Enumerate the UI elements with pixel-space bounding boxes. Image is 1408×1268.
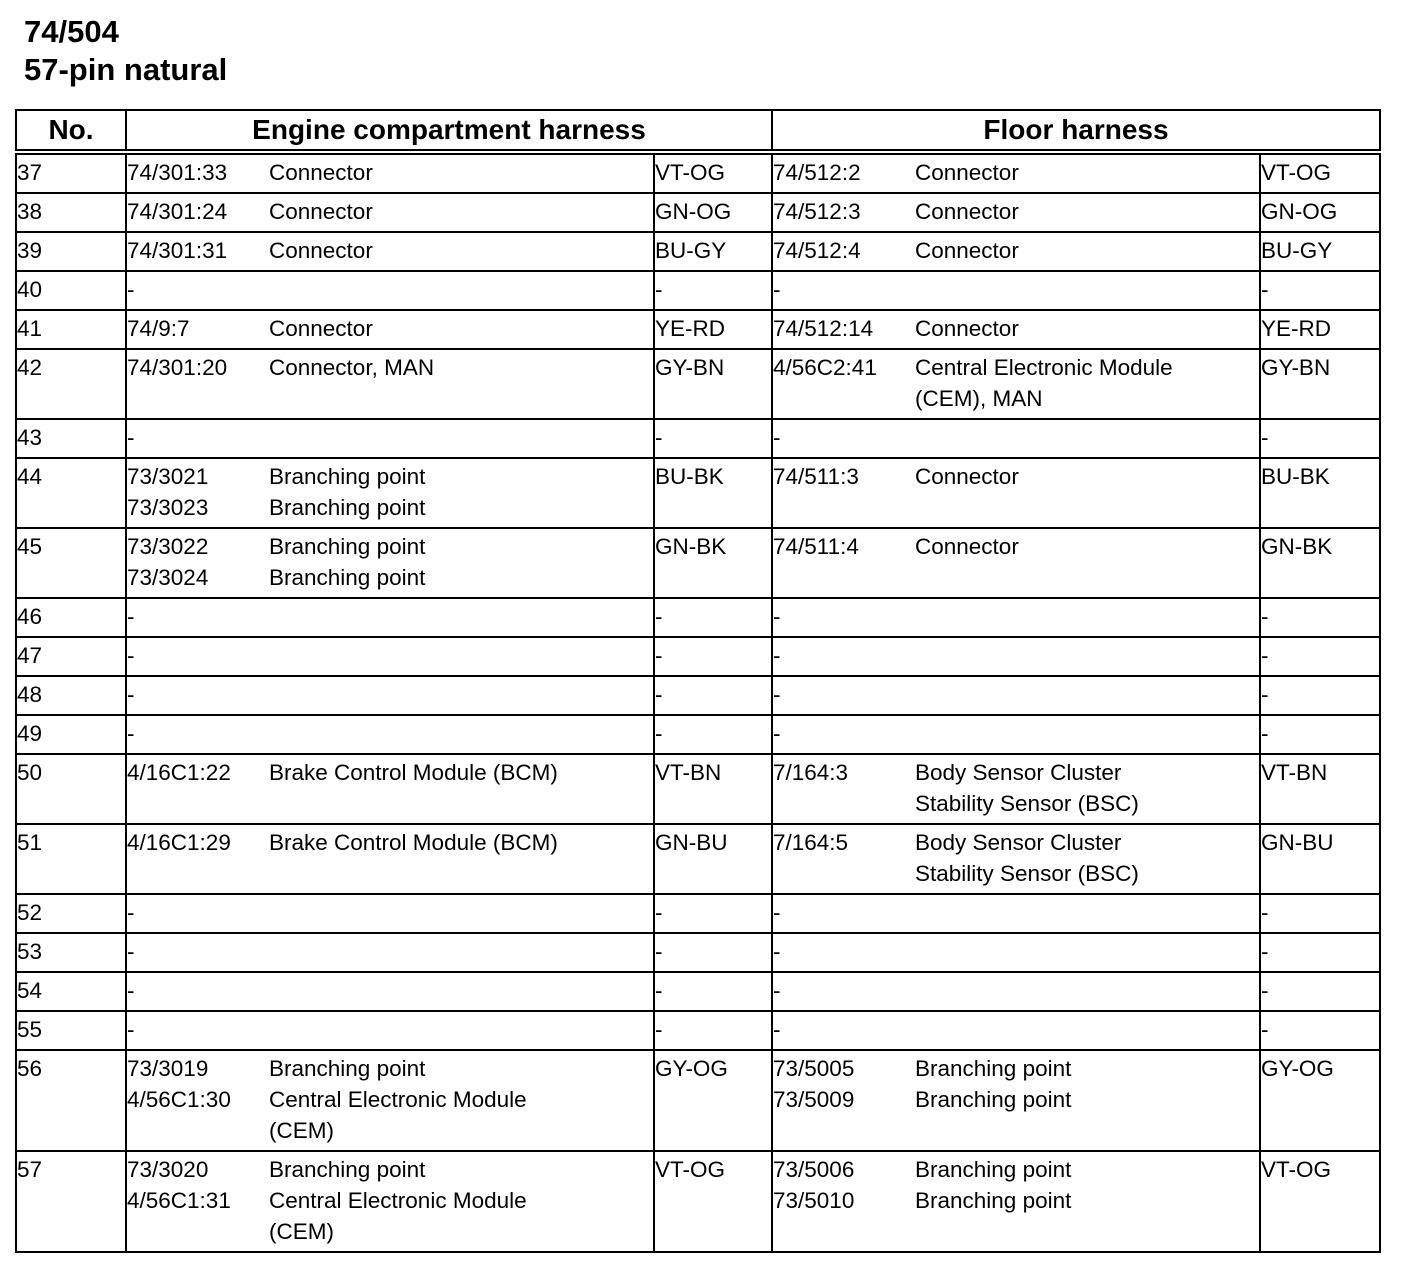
table-row — [16, 933, 1380, 972]
pin-number: 47 — [16, 637, 126, 676]
table-row — [16, 754, 1380, 824]
entry-line — [773, 383, 1259, 414]
component-description: (CEM) — [269, 1118, 334, 1143]
pin-number: 45 — [16, 528, 126, 598]
floor-harness-entry — [772, 458, 1260, 528]
engine-wire-color: - — [654, 1011, 772, 1050]
component-description: Branching point — [269, 565, 426, 590]
component-description: Branching point — [269, 495, 426, 520]
table-row — [16, 271, 1380, 310]
entry-line — [127, 1014, 653, 1045]
entry-line — [127, 601, 653, 632]
component-code: - — [127, 978, 135, 1003]
pin-number: 40 — [16, 271, 126, 310]
engine-harness-entry — [126, 232, 654, 271]
engine-harness-entry — [126, 1151, 654, 1252]
component-description — [915, 897, 1259, 928]
entry-line — [127, 461, 653, 492]
component-description: (CEM) — [269, 1219, 334, 1244]
component-description — [269, 422, 653, 453]
header-no: No. — [16, 110, 126, 152]
component-code: 73/3024 — [127, 565, 209, 590]
floor-wire-color: BU-BK — [1260, 458, 1380, 528]
table-row — [16, 1050, 1380, 1151]
engine-wire-color: VT-OG — [654, 1151, 772, 1252]
engine-wire-color: GN-BU — [654, 824, 772, 894]
floor-wire-color: VT-OG — [1260, 1151, 1380, 1252]
engine-harness-entry — [126, 349, 654, 419]
component-code: - — [127, 939, 135, 964]
floor-harness-entry — [772, 193, 1260, 232]
component-description: Connector — [915, 199, 1019, 224]
floor-harness-entry — [772, 232, 1260, 271]
floor-wire-color: - — [1260, 933, 1380, 972]
component-description: Branching point — [269, 534, 426, 559]
floor-wire-color: BU-GY — [1260, 232, 1380, 271]
floor-wire-color: YE-RD — [1260, 310, 1380, 349]
component-code: 74/512:2 — [773, 160, 861, 185]
entry-line — [127, 313, 653, 344]
engine-wire-color: - — [654, 972, 772, 1011]
entry-line — [773, 196, 1259, 227]
engine-harness-entry — [126, 310, 654, 349]
entry-line — [773, 1014, 1259, 1045]
engine-harness-entry — [126, 972, 654, 1011]
component-code: 74/9:7 — [127, 316, 190, 341]
engine-wire-color: - — [654, 676, 772, 715]
engine-harness-entry — [126, 271, 654, 310]
component-code: 74/512:4 — [773, 238, 861, 263]
component-code: - — [127, 425, 135, 450]
entry-line — [127, 352, 653, 383]
component-code: 74/512:3 — [773, 199, 861, 224]
component-description: Connector — [915, 238, 1019, 263]
component-description — [915, 601, 1259, 632]
table-row — [16, 1151, 1380, 1252]
component-code: 74/301:31 — [127, 238, 228, 263]
table-row — [16, 715, 1380, 754]
component-code: 74/301:20 — [127, 355, 228, 380]
component-description — [915, 640, 1259, 671]
entry-line — [773, 788, 1259, 819]
component-description — [269, 1014, 653, 1045]
component-description: Connector — [915, 316, 1019, 341]
engine-wire-color: BU-GY — [654, 232, 772, 271]
entry-line — [773, 1154, 1259, 1185]
floor-harness-entry — [772, 933, 1260, 972]
component-description: Stability Sensor (BSC) — [915, 861, 1139, 886]
component-description: Connector — [269, 316, 373, 341]
engine-wire-color: - — [654, 933, 772, 972]
floor-harness-entry — [772, 349, 1260, 419]
engine-wire-color: - — [654, 598, 772, 637]
floor-harness-entry — [772, 1011, 1260, 1050]
entry-line — [127, 1115, 653, 1146]
engine-harness-entry — [126, 824, 654, 894]
component-description: Central Electronic Module — [269, 1087, 527, 1112]
component-description: Body Sensor Cluster — [915, 760, 1122, 785]
entry-line — [127, 562, 653, 593]
pin-number: 43 — [16, 419, 126, 458]
component-code: 4/16C1:29 — [127, 830, 231, 855]
engine-harness-entry — [126, 1011, 654, 1050]
entry-line — [773, 531, 1259, 562]
pin-number: 39 — [16, 232, 126, 271]
entry-line — [773, 1084, 1259, 1115]
entry-line — [127, 1084, 653, 1115]
component-code: 74/301:24 — [127, 199, 228, 224]
engine-harness-entry — [126, 637, 654, 676]
component-description — [915, 679, 1259, 710]
entry-line — [773, 640, 1259, 671]
floor-harness-entry — [772, 152, 1260, 193]
engine-wire-color: GN-BK — [654, 528, 772, 598]
floor-wire-color: GY-OG — [1260, 1050, 1380, 1151]
engine-wire-color: - — [654, 894, 772, 933]
component-code: 73/5009 — [773, 1087, 855, 1112]
component-description: Branching point — [915, 1157, 1072, 1182]
pin-number: 38 — [16, 193, 126, 232]
component-description — [269, 274, 653, 305]
engine-wire-color: GY-OG — [654, 1050, 772, 1151]
entry-line — [773, 679, 1259, 710]
entry-line — [127, 196, 653, 227]
table-row — [16, 310, 1380, 349]
floor-wire-color: GY-BN — [1260, 349, 1380, 419]
component-code: 7/164:5 — [773, 830, 849, 855]
table-row — [16, 972, 1380, 1011]
table-row — [16, 193, 1380, 232]
entry-line — [127, 757, 653, 788]
component-code — [773, 383, 915, 414]
component-code — [127, 1216, 269, 1247]
table-row — [16, 894, 1380, 933]
pin-number: 57 — [16, 1151, 126, 1252]
entry-line — [773, 313, 1259, 344]
entry-line — [773, 757, 1259, 788]
entry-line — [773, 827, 1259, 858]
header-engine-harness: Engine compartment harness — [126, 110, 772, 152]
table-row — [16, 152, 1380, 193]
pin-number: 54 — [16, 972, 126, 1011]
component-code: 4/16C1:22 — [127, 760, 231, 785]
floor-harness-entry — [772, 271, 1260, 310]
floor-harness-entry — [772, 598, 1260, 637]
table-row — [16, 1011, 1380, 1050]
component-description: Branching point — [915, 1087, 1072, 1112]
component-description — [269, 936, 653, 967]
component-code: - — [773, 939, 781, 964]
entry-line — [127, 640, 653, 671]
entry-line — [127, 531, 653, 562]
floor-wire-color: - — [1260, 972, 1380, 1011]
connector-id: 74/504 — [24, 14, 119, 49]
component-code — [773, 788, 915, 819]
floor-harness-entry — [772, 310, 1260, 349]
floor-harness-entry — [772, 972, 1260, 1011]
component-code: 4/56C2:41 — [773, 355, 877, 380]
entry-line — [127, 274, 653, 305]
pin-number: 46 — [16, 598, 126, 637]
engine-wire-color: VT-BN — [654, 754, 772, 824]
pin-number: 53 — [16, 933, 126, 972]
engine-harness-entry — [126, 754, 654, 824]
component-code — [127, 1115, 269, 1146]
component-description: Connector, MAN — [269, 355, 435, 380]
pin-number: 44 — [16, 458, 126, 528]
engine-wire-color: BU-BK — [654, 458, 772, 528]
component-code: - — [127, 1017, 135, 1042]
entry-line — [127, 1154, 653, 1185]
component-description — [915, 975, 1259, 1006]
component-description: Branching point — [269, 1157, 426, 1182]
header-floor-harness: Floor harness — [772, 110, 1380, 152]
component-description: Branching point — [269, 1056, 426, 1081]
component-code: - — [773, 682, 781, 707]
engine-wire-color: - — [654, 271, 772, 310]
engine-harness-entry — [126, 419, 654, 458]
engine-wire-color: GN-OG — [654, 193, 772, 232]
table-row — [16, 349, 1380, 419]
component-description: Branching point — [269, 464, 426, 489]
table-row — [16, 637, 1380, 676]
table-row — [16, 598, 1380, 637]
entry-line — [773, 461, 1259, 492]
entry-line — [773, 235, 1259, 266]
pin-number: 48 — [16, 676, 126, 715]
entry-line — [127, 157, 653, 188]
floor-harness-entry — [772, 637, 1260, 676]
engine-harness-entry — [126, 1050, 654, 1151]
component-description: Connector — [269, 199, 373, 224]
component-code: - — [127, 721, 135, 746]
floor-wire-color: - — [1260, 419, 1380, 458]
component-description: Connector — [269, 160, 373, 185]
component-description — [269, 975, 653, 1006]
floor-harness-entry — [772, 419, 1260, 458]
component-code: 4/56C1:30 — [127, 1087, 231, 1112]
floor-wire-color: - — [1260, 676, 1380, 715]
floor-harness-entry — [772, 754, 1260, 824]
entry-line — [127, 975, 653, 1006]
component-description — [915, 1014, 1259, 1045]
table-row — [16, 419, 1380, 458]
component-code: - — [773, 978, 781, 1003]
connector-name: 57-pin natural — [24, 52, 228, 87]
floor-wire-color: GN-OG — [1260, 193, 1380, 232]
component-code: - — [127, 643, 135, 668]
engine-wire-color: VT-OG — [654, 152, 772, 193]
floor-harness-entry — [772, 715, 1260, 754]
floor-wire-color: - — [1260, 1011, 1380, 1050]
component-code: 73/3020 — [127, 1157, 209, 1182]
component-code: 74/511:4 — [773, 534, 859, 559]
component-code: - — [773, 900, 781, 925]
floor-wire-color: VT-OG — [1260, 152, 1380, 193]
pin-table — [15, 109, 1381, 1253]
component-description — [915, 718, 1259, 749]
component-code: 4/56C1:31 — [127, 1188, 231, 1213]
entry-line — [773, 1053, 1259, 1084]
floor-wire-color: - — [1260, 598, 1380, 637]
floor-wire-color: - — [1260, 894, 1380, 933]
component-code: 73/3019 — [127, 1056, 209, 1081]
pin-number: 37 — [16, 152, 126, 193]
floor-wire-color: - — [1260, 715, 1380, 754]
entry-line — [773, 157, 1259, 188]
entry-line — [127, 827, 653, 858]
entry-line — [127, 679, 653, 710]
entry-line — [773, 858, 1259, 889]
engine-harness-entry — [126, 458, 654, 528]
component-description: Brake Control Module (BCM) — [269, 830, 558, 855]
component-code: - — [773, 643, 781, 668]
engine-harness-entry — [126, 193, 654, 232]
entry-line — [773, 352, 1259, 383]
component-code: 74/511:3 — [773, 464, 859, 489]
component-description — [269, 679, 653, 710]
entry-line — [773, 274, 1259, 305]
component-description: Brake Control Module (BCM) — [269, 760, 558, 785]
engine-harness-entry — [126, 715, 654, 754]
entry-line — [773, 422, 1259, 453]
component-code: 73/3022 — [127, 534, 209, 559]
entry-line — [773, 897, 1259, 928]
floor-harness-entry — [772, 1151, 1260, 1252]
engine-wire-color: - — [654, 419, 772, 458]
floor-wire-color: VT-BN — [1260, 754, 1380, 824]
component-description: Central Electronic Module — [915, 355, 1173, 380]
component-code: - — [127, 277, 135, 302]
component-description — [915, 936, 1259, 967]
floor-harness-entry — [772, 676, 1260, 715]
component-code: - — [773, 277, 781, 302]
component-code: 7/164:3 — [773, 760, 849, 785]
entry-line — [127, 492, 653, 523]
pin-number: 50 — [16, 754, 126, 824]
component-description: Stability Sensor (BSC) — [915, 791, 1139, 816]
floor-harness-entry — [772, 824, 1260, 894]
floor-wire-color: - — [1260, 637, 1380, 676]
floor-wire-color: - — [1260, 271, 1380, 310]
component-description — [915, 422, 1259, 453]
component-description: Central Electronic Module — [269, 1188, 527, 1213]
pin-number: 52 — [16, 894, 126, 933]
component-code: 73/3021 — [127, 464, 209, 489]
component-code: - — [773, 604, 781, 629]
engine-wire-color: YE-RD — [654, 310, 772, 349]
floor-harness-entry — [772, 528, 1260, 598]
entry-line — [127, 718, 653, 749]
table-row — [16, 232, 1380, 271]
component-description: Connector — [269, 238, 373, 263]
engine-wire-color: - — [654, 715, 772, 754]
entry-line — [773, 601, 1259, 632]
component-code: - — [773, 425, 781, 450]
table-row — [16, 458, 1380, 528]
component-description — [915, 274, 1259, 305]
entry-line — [127, 235, 653, 266]
entry-line — [773, 1185, 1259, 1216]
component-description: Branching point — [915, 1188, 1072, 1213]
component-description: Connector — [915, 464, 1019, 489]
engine-wire-color: GY-BN — [654, 349, 772, 419]
component-code: 73/3023 — [127, 495, 209, 520]
component-code: 74/301:33 — [127, 160, 228, 185]
component-code: 73/5006 — [773, 1157, 855, 1182]
pin-number: 51 — [16, 824, 126, 894]
table-row — [16, 676, 1380, 715]
pin-number: 56 — [16, 1050, 126, 1151]
component-code: - — [773, 721, 781, 746]
table-row — [16, 824, 1380, 894]
entry-line — [773, 975, 1259, 1006]
component-description: Connector — [915, 534, 1019, 559]
floor-wire-color: GN-BU — [1260, 824, 1380, 894]
entry-line — [127, 936, 653, 967]
component-description — [269, 718, 653, 749]
component-code: 74/512:14 — [773, 316, 874, 341]
component-code: - — [773, 1017, 781, 1042]
engine-harness-entry — [126, 933, 654, 972]
component-description — [269, 640, 653, 671]
entry-line — [773, 718, 1259, 749]
engine-harness-entry — [126, 528, 654, 598]
component-description: Branching point — [915, 1056, 1072, 1081]
entry-line — [127, 1185, 653, 1216]
engine-wire-color: - — [654, 637, 772, 676]
pin-number: 41 — [16, 310, 126, 349]
component-code: - — [127, 900, 135, 925]
pin-number: 49 — [16, 715, 126, 754]
component-description: Connector — [915, 160, 1019, 185]
entry-line — [127, 422, 653, 453]
component-description: (CEM), MAN — [915, 386, 1043, 411]
component-code — [773, 858, 915, 889]
engine-harness-entry — [126, 152, 654, 193]
engine-harness-entry — [126, 676, 654, 715]
engine-harness-entry — [126, 894, 654, 933]
component-description — [269, 601, 653, 632]
pin-number: 42 — [16, 349, 126, 419]
pin-table-body — [16, 152, 1380, 1252]
table-header-row — [16, 110, 1380, 152]
component-description — [269, 897, 653, 928]
table-row — [16, 528, 1380, 598]
floor-wire-color: GN-BK — [1260, 528, 1380, 598]
pin-number: 55 — [16, 1011, 126, 1050]
entry-line — [127, 897, 653, 928]
component-code: - — [127, 682, 135, 707]
entry-line — [127, 1216, 653, 1247]
component-code: 73/5010 — [773, 1188, 855, 1213]
floor-harness-entry — [772, 894, 1260, 933]
engine-harness-entry — [126, 598, 654, 637]
floor-harness-entry — [772, 1050, 1260, 1151]
component-code: 73/5005 — [773, 1056, 855, 1081]
entry-line — [127, 1053, 653, 1084]
component-code: - — [127, 604, 135, 629]
entry-line — [773, 936, 1259, 967]
component-description: Body Sensor Cluster — [915, 830, 1122, 855]
